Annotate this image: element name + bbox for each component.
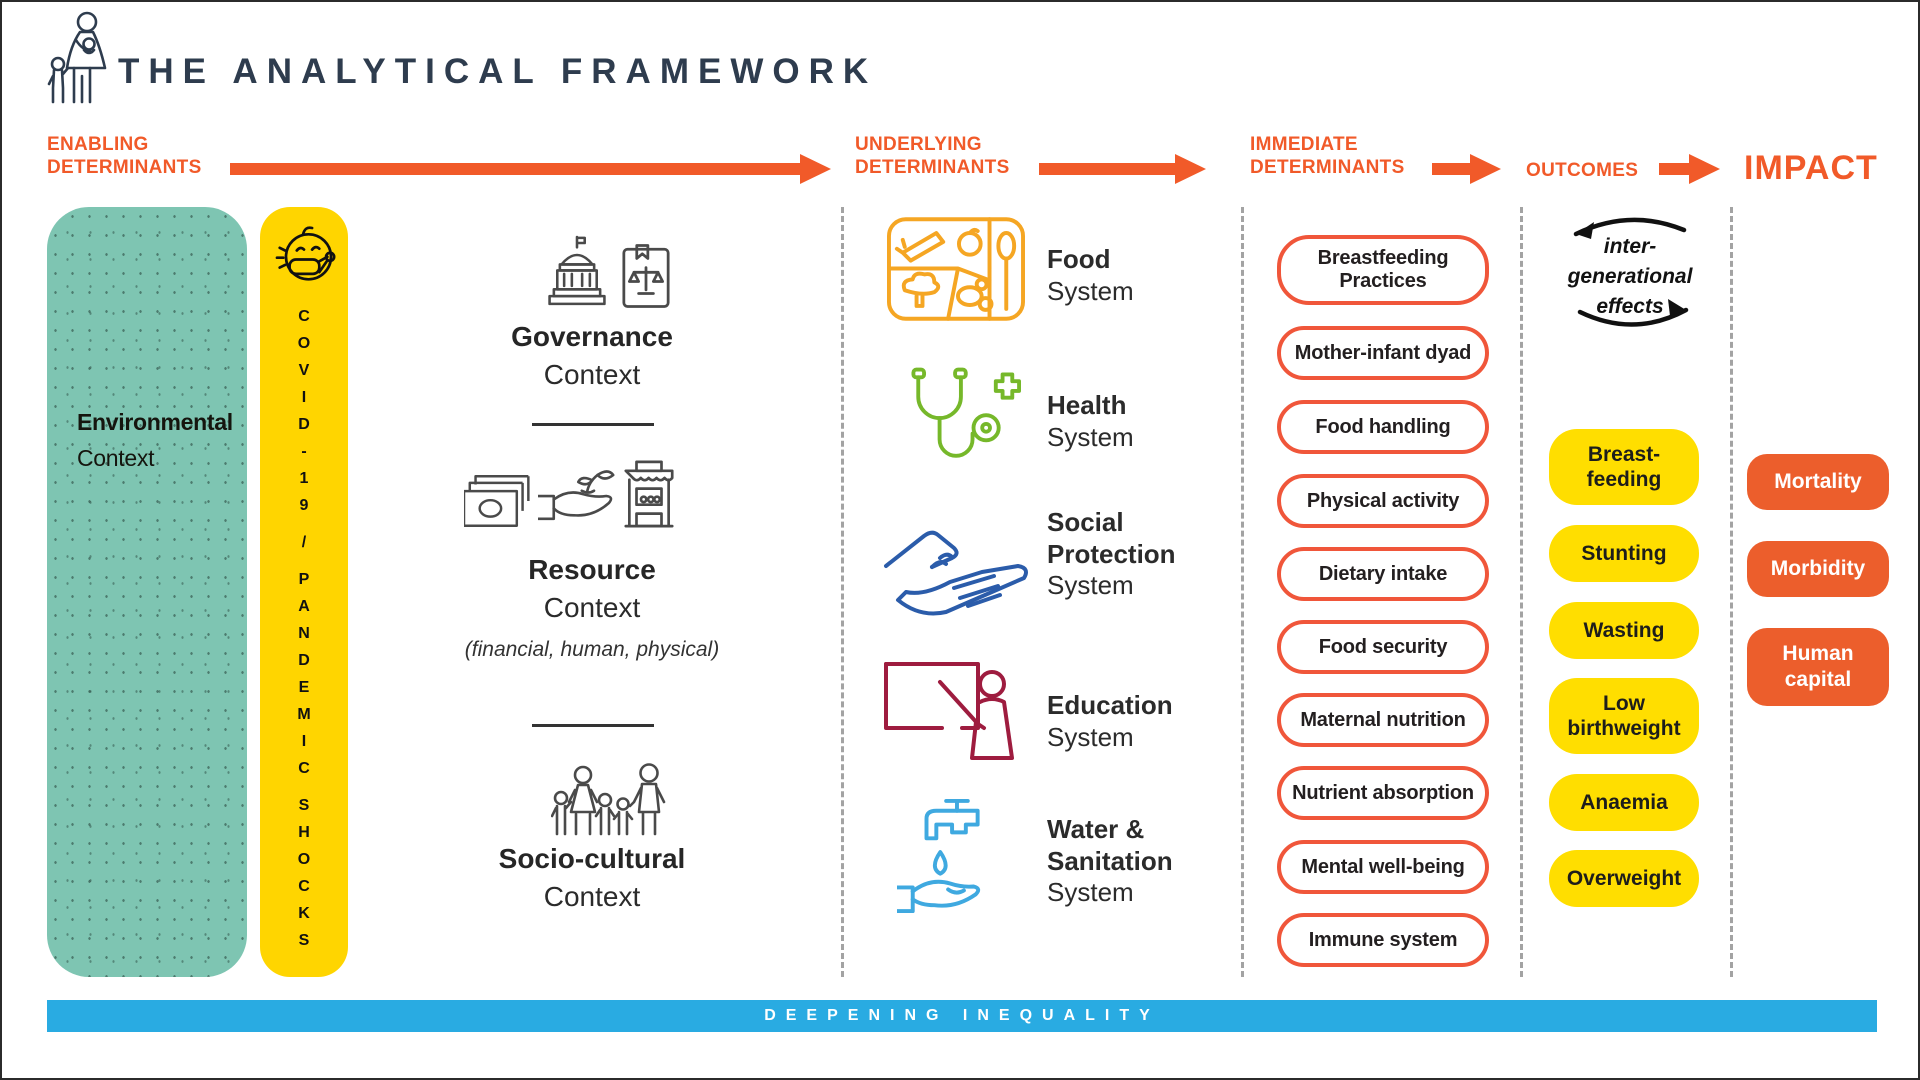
stage-underlying-determinants: UNDERLYING DETERMINANTS	[855, 134, 1010, 178]
governance-context-label: Governance Context	[511, 321, 673, 391]
stage-enabling-determinants: ENABLING DETERMINANTS	[47, 134, 202, 178]
determinant-dietary-intake: Dietary intake	[1277, 547, 1489, 601]
helping-hands-icon	[880, 522, 1030, 620]
determinant-breastfeeding-practices: Breastfeeding Practices	[1277, 235, 1489, 305]
determinant-immune-system: Immune system	[1277, 913, 1489, 967]
teacher-board-icon	[884, 662, 1024, 760]
law-scales-document-icon	[622, 242, 670, 310]
determinant-mother-infant-dyad: Mother-infant dyad	[1277, 326, 1489, 380]
covid-pandemic-vertical-label: C O V I D - 1 9 / P A N D E M I C S H O C K S	[297, 308, 311, 949]
family-group-icon	[551, 762, 669, 838]
socio-cultural-context-label: Socio-cultural Context	[498, 843, 686, 913]
arrow-outcomes-to-impact	[1659, 163, 1689, 175]
mother-child-icon	[47, 10, 113, 110]
money-banknotes-icon	[464, 474, 530, 528]
outcome-stunting: Stunting	[1549, 525, 1699, 582]
system-food-label: Food System	[1047, 244, 1134, 306]
capitol-building-icon	[547, 235, 607, 311]
impact-morbidity: Morbidity	[1747, 541, 1889, 597]
stage-outcomes: OUTCOMES	[1526, 160, 1639, 181]
resource-context-label: Resource Context	[528, 554, 656, 624]
system-social-protection-label: Social Protection System	[1047, 507, 1176, 601]
outcome-overweight: Overweight	[1549, 850, 1699, 907]
arrow-enabling-to-underlying	[230, 163, 800, 175]
masked-baby-icon	[272, 219, 336, 291]
determinant-food-handling: Food handling	[1277, 400, 1489, 454]
arrow-underlying-to-immediate	[1039, 163, 1175, 175]
determinant-maternal-nutrition: Maternal nutrition	[1277, 693, 1489, 747]
hand-seedling-icon	[538, 464, 622, 528]
environmental-context-label: Environmental Context	[77, 409, 233, 471]
column-divider	[1730, 207, 1733, 977]
impact-human-capital: Human capital	[1747, 628, 1889, 706]
stethoscope-icon	[895, 365, 1021, 475]
column-divider	[1520, 207, 1523, 977]
outcome-low-birthweight: Low birthweight	[1549, 678, 1699, 754]
covid-pandemic-column	[260, 207, 348, 977]
determinant-physical-activity: Physical activity	[1277, 474, 1489, 528]
outcome-breastfeeding: Breast-feeding	[1549, 429, 1699, 505]
deepening-inequality-label: DEEPENING INEQUALITY	[764, 1007, 1160, 1024]
system-water-sanitation-label: Water & Sanitation System	[1047, 814, 1173, 908]
determinant-food-security: Food security	[1277, 620, 1489, 674]
deepening-inequality-bar	[47, 1000, 1877, 1032]
water-tap-hand-icon	[897, 797, 1015, 915]
determinant-mental-well-being: Mental well-being	[1277, 840, 1489, 894]
system-education-label: Education System	[1047, 690, 1173, 752]
stage-immediate-determinants: IMMEDIATE DETERMINANTS	[1250, 134, 1405, 178]
arrow-immediate-to-outcomes	[1432, 163, 1470, 175]
column-divider	[841, 207, 844, 977]
market-store-icon	[624, 460, 674, 528]
outcome-wasting: Wasting	[1549, 602, 1699, 659]
context-divider	[532, 724, 654, 727]
impact-mortality: Mortality	[1747, 454, 1889, 510]
determinant-nutrient-absorption: Nutrient absorption	[1277, 766, 1489, 820]
environmental-context-box	[47, 207, 247, 977]
food-tray-icon	[887, 217, 1025, 321]
context-divider	[532, 423, 654, 426]
outcome-anaemia: Anaemia	[1549, 774, 1699, 831]
stage-impact: IMPACT	[1744, 149, 1878, 187]
intergenerational-effects-label: inter- generational effects	[1567, 235, 1693, 318]
system-health-label: Health System	[1047, 390, 1134, 452]
page-title: THE ANALYTICAL FRAMEWORK	[118, 52, 878, 91]
resource-context-note: (financial, human, physical)	[464, 638, 720, 661]
